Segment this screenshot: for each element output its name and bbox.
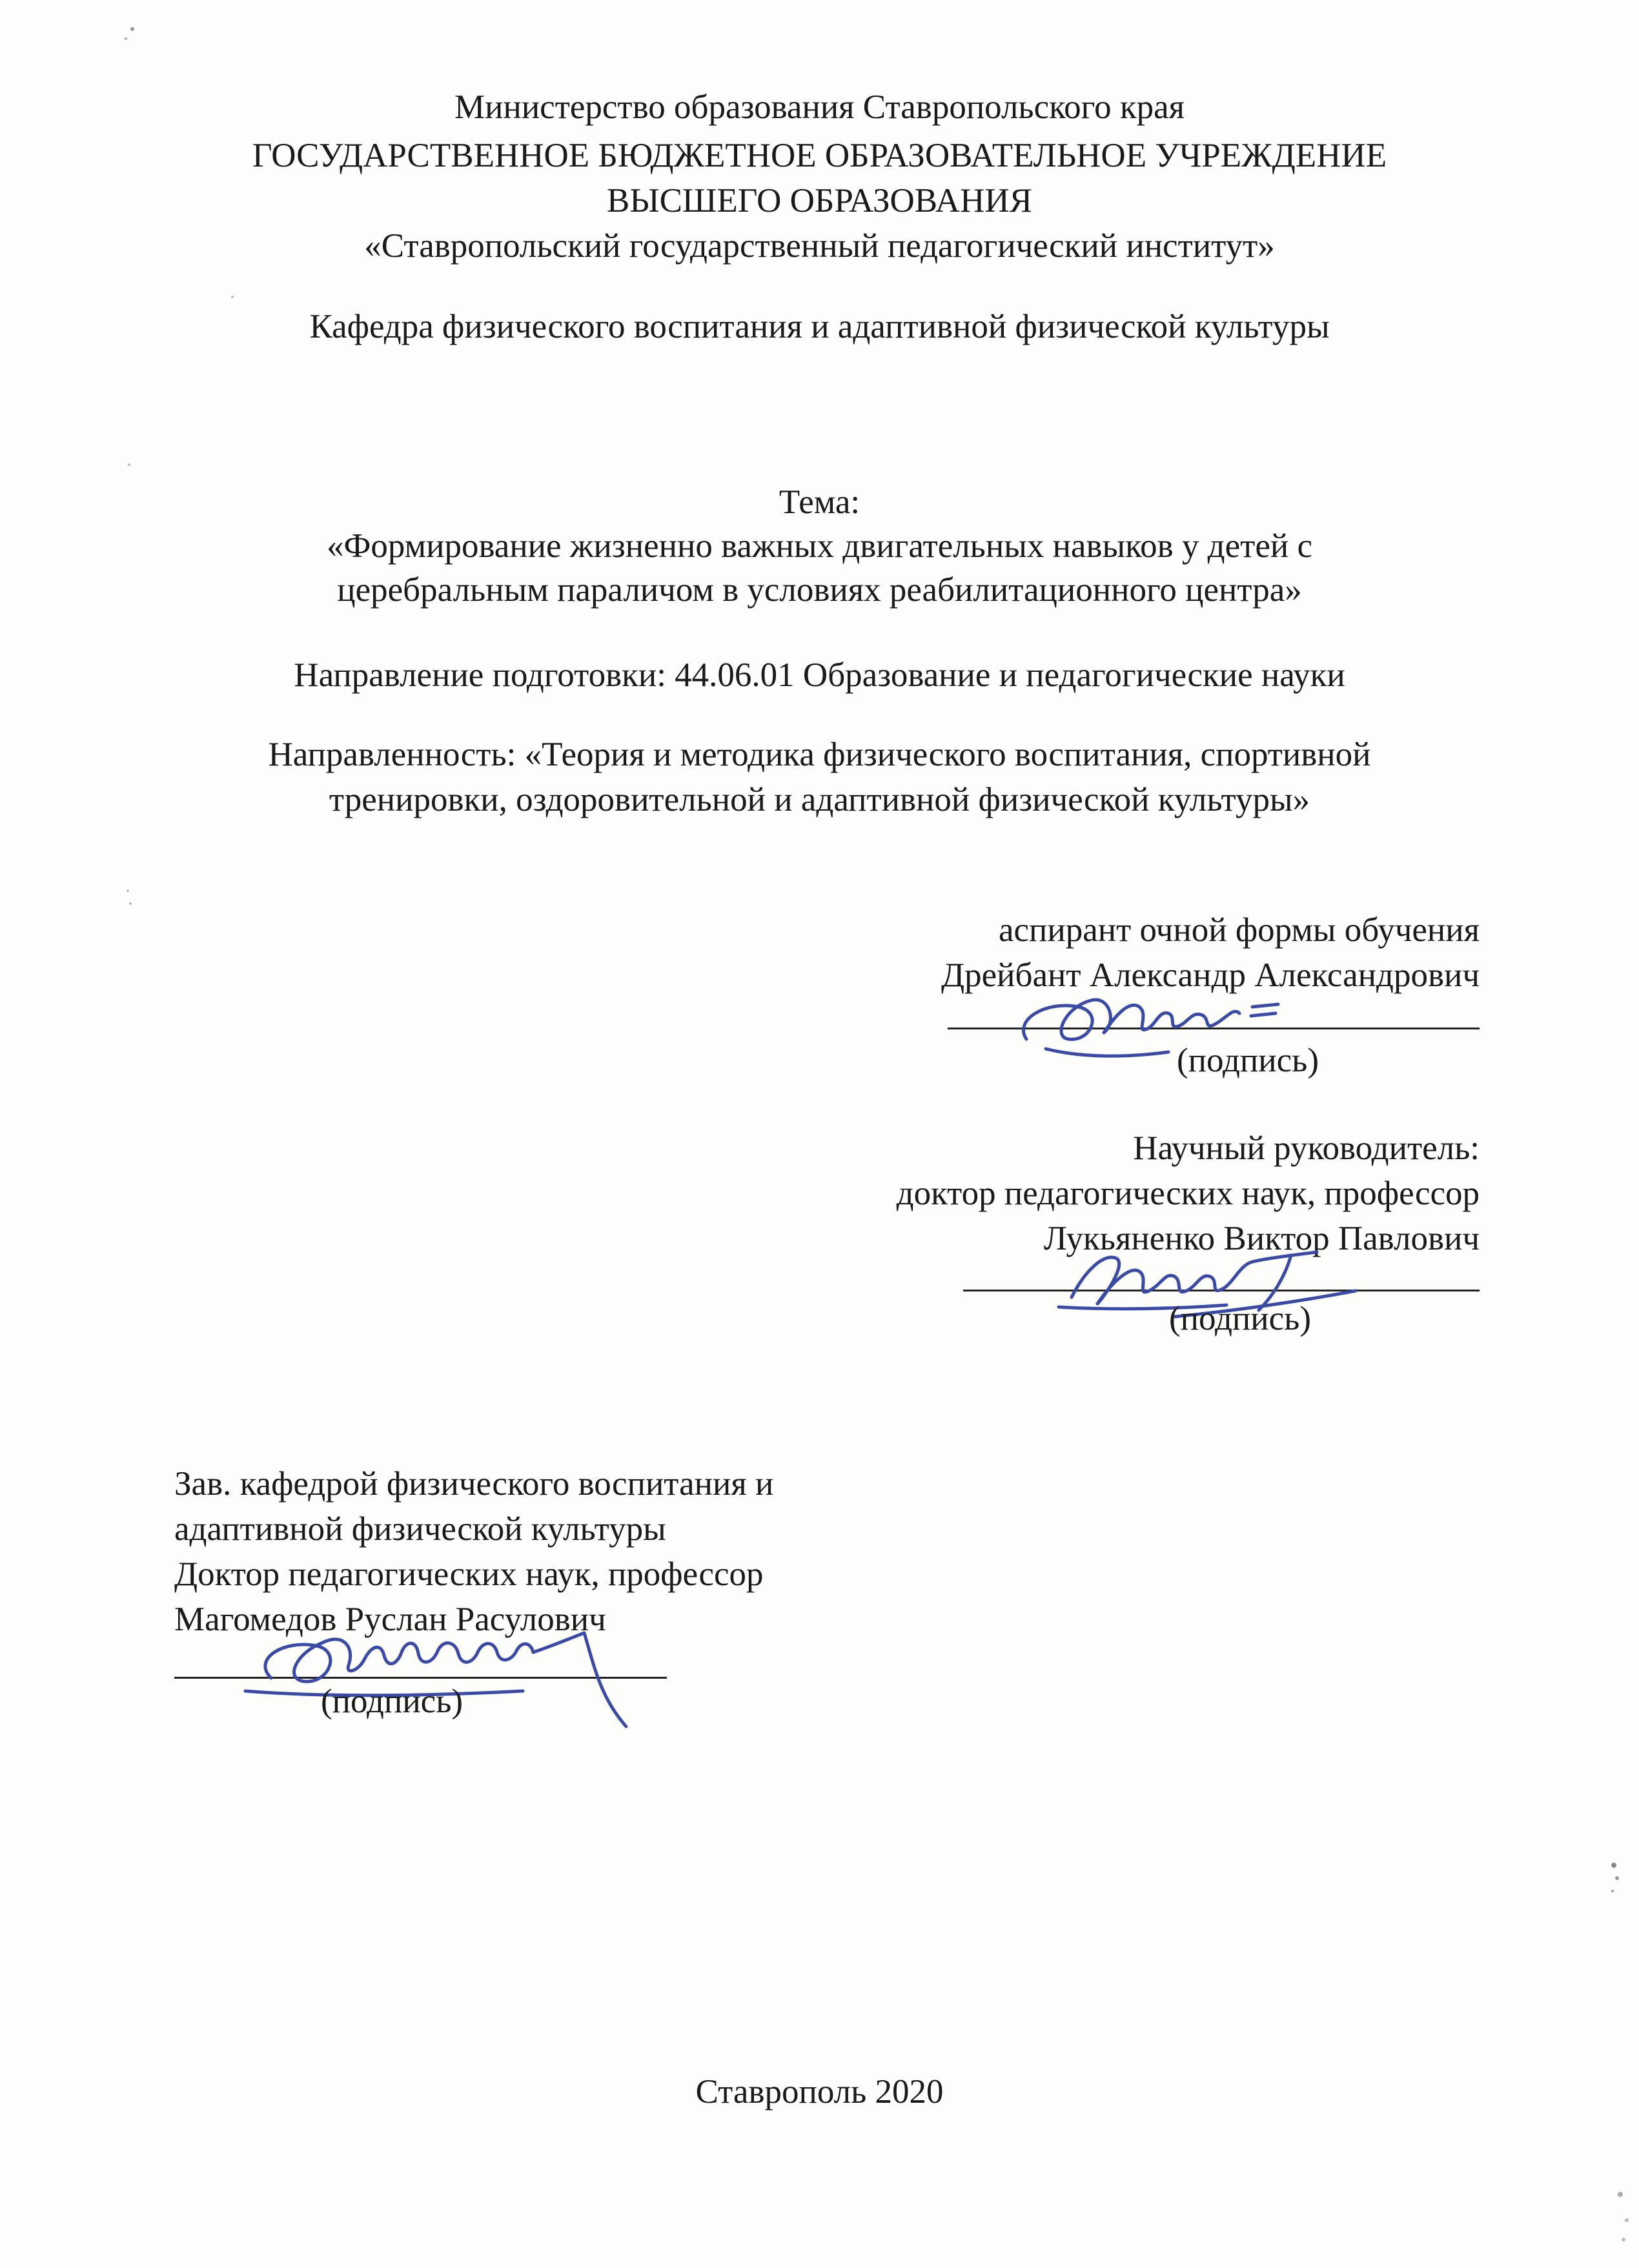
student-signature-caption: (подпись) — [1176, 1042, 1319, 1079]
head-signature-caption: (подпись) — [321, 1683, 463, 1720]
topic-title-line1: «Формирование жизненно важных двигательных навыков у детей с — [327, 527, 1312, 565]
student-name: Дрейбант Александр Александрович — [941, 957, 1480, 994]
topic-title-line2: церебральным параличом в условиях реабилитационного центра» — [337, 571, 1302, 609]
head-name: Магомедов Руслан Расулович — [174, 1601, 606, 1638]
head-title-line2: адаптивной физической культуры — [174, 1510, 666, 1548]
head-degree: Доктор педагогических наук, профессор — [174, 1555, 764, 1593]
orientation-line2: тренировки, оздоровительной и адаптивной физической культуры» — [329, 781, 1310, 818]
supervisor-role: Научный руководитель: — [1133, 1129, 1480, 1167]
supervisor-degree: доктор педагогических наук, профессор — [896, 1175, 1480, 1212]
orientation-line1: Направленность: «Теория и методика физического воспитания, спортивной — [268, 736, 1371, 773]
supervisor-name: Лукьяненко Виктор Павлович — [1043, 1220, 1480, 1257]
topic-label: Тема: — [779, 483, 860, 521]
ministry-name: Министерство образования Ставропольского края — [454, 88, 1185, 126]
training-direction: Направление подготовки: 44.06.01 Образование и педагогические науки — [294, 656, 1345, 694]
supervisor-signature-caption: (подпись) — [1168, 1300, 1311, 1337]
student-role: аспирант очной формы обучения — [998, 911, 1480, 949]
department-name: Кафедра физического воспитания и адаптивной физической культуры — [309, 308, 1330, 345]
head-title-line1: Зав. кафедрой физического воспитания и — [174, 1465, 774, 1503]
city-year: Ставрополь 2020 — [695, 2073, 944, 2111]
institution-type-line2: ВЫСШЕГО ОБРАЗОВАНИЯ — [607, 182, 1032, 219]
institution-name: «Ставропольский государственный педагогический институт» — [364, 227, 1275, 265]
institution-type-line1: ГОСУДАРСТВЕННОЕ БЮДЖЕТНОЕ ОБРАЗОВАТЕЛЬНОЕ УЧРЕЖДЕНИЕ — [252, 137, 1387, 174]
